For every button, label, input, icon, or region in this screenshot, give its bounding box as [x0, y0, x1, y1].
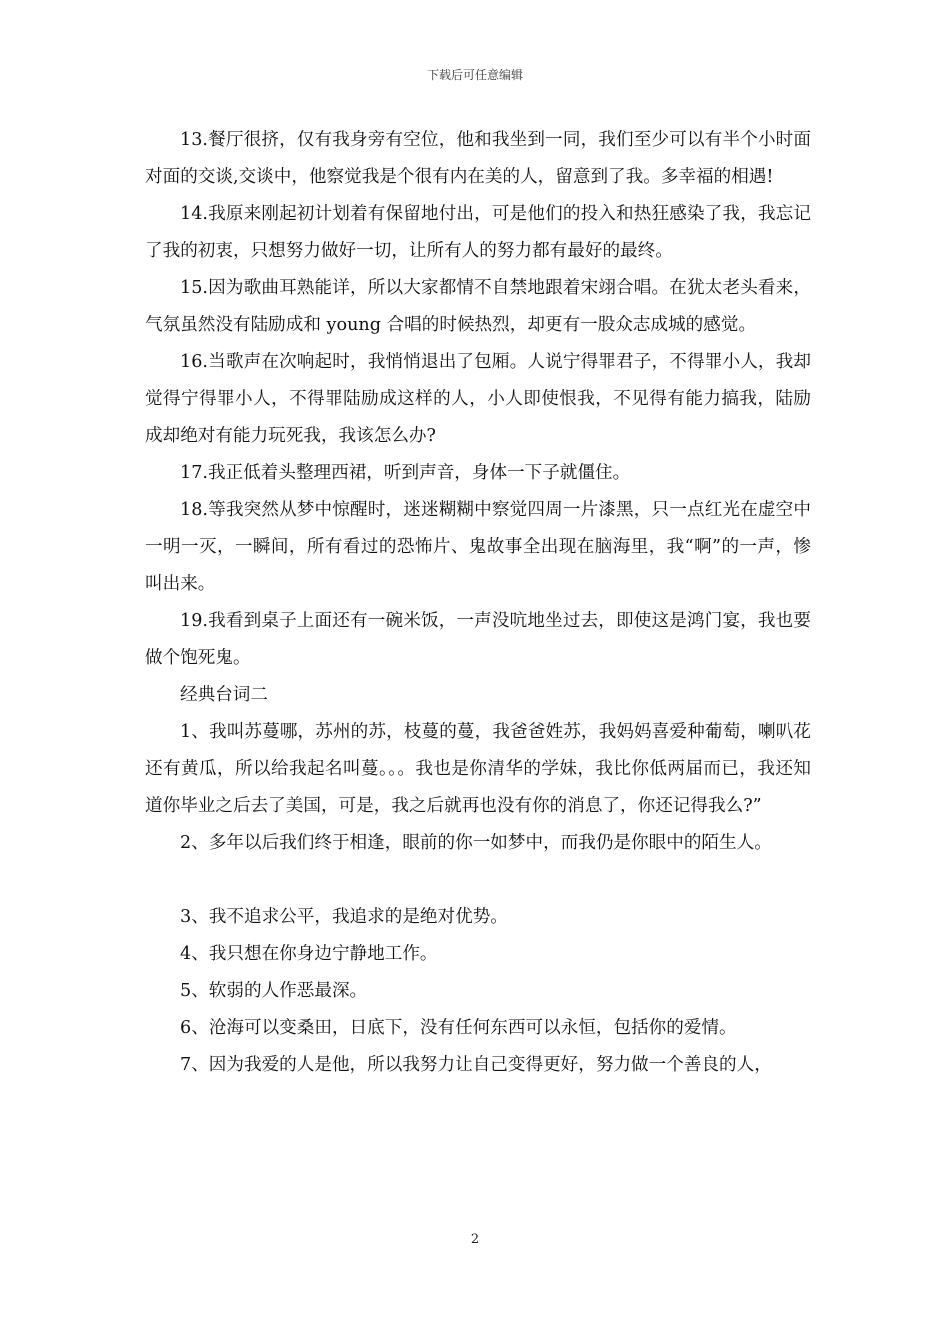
quote-2: 2、多年以后我们终于相逢，眼前的你一如梦中，而我仍是你眼中的陌生人。	[180, 833, 772, 853]
paragraph-18: 18.等我突然从梦中惊醒时，迷迷糊糊中察觉四周一片漆黑，只一点红光在虚空中一明一灭，一瞬间，所有看过的恐怖片、鬼故事全出现在脑海里，我“啊”的一声，惨叫出来。	[145, 500, 811, 594]
paragraph-17: 17.我正低着头整理西裙，听到声音，身体一下子就僵住。	[180, 463, 631, 483]
section-heading: 经典台词二	[180, 685, 268, 705]
paragraph-15: 15.因为歌曲耳熟能详，所以大家都情不自禁地跟着宋翊合唱。在犹太老头看来，气氛虽然没有陆励成和 young 合唱的时候热烈，却更有一股众志成城的感觉。	[145, 278, 811, 335]
quote-1: 1、我叫苏蔓哪，苏州的苏，枝蔓的蔓，我爸爸姓苏，我妈妈喜爱种葡萄，喇叭花还有黄瓜，所以给我起名叫蔓。。。我也是你清华的学妹，我比你低两届而已，我还知道你毕业之后去了美国，可是，我之后就再也没有你的消息了，你还记得我么?”	[145, 722, 811, 816]
paragraph-16: 16.当歌声在次响起时，我悄悄退出了包厢。人说宁得罪君子，不得罪小人，我却觉得宁得罪小人，不得罪陆励成这样的人，小人即使恨我，不见得有能力搞我，陆励成却绝对有能力玩死我，我该怎么办?	[145, 352, 811, 446]
blank-line	[145, 862, 811, 899]
document-body	[145, 122, 811, 1084]
quote-6: 6、沧海可以变桑田，日底下，没有任何东西可以永恒，包括你的爱情。	[180, 1018, 737, 1038]
paragraph-13: 13.餐厅很挤，仅有我身旁有空位，他和我坐到一同，我们至少可以有半个小时面对面的交谈,交谈中，他察觉我是个很有内在美的人，留意到了我。多幸福的相遇!	[145, 130, 811, 187]
paragraph-14: 14.我原来刚起初计划着有保留地付出，可是他们的投入和热狂感染了我，我忘记了我的初衷，只想努力做好一切，让所有人的努力都有最好的最终。	[145, 204, 811, 261]
paragraph-19: 19.我看到桌子上面还有一碗米饭，一声没吭地坐过去，即使这是鸿门宴，我也要做个饱死鬼。	[145, 611, 811, 668]
page-header: 下载后可任意编辑	[426, 68, 523, 82]
page-number: 2	[470, 1232, 480, 1247]
quote-3: 3、我不追求公平，我追求的是绝对优势。	[180, 907, 508, 927]
quote-7: 7、因为我爱的人是他，所以我努力让自己变得更好，努力做一个善良的人，	[180, 1055, 772, 1075]
quote-5: 5、软弱的人作恶最深。	[180, 981, 368, 1001]
quote-4: 4、我只想在你身边宁静地工作。	[180, 944, 438, 964]
